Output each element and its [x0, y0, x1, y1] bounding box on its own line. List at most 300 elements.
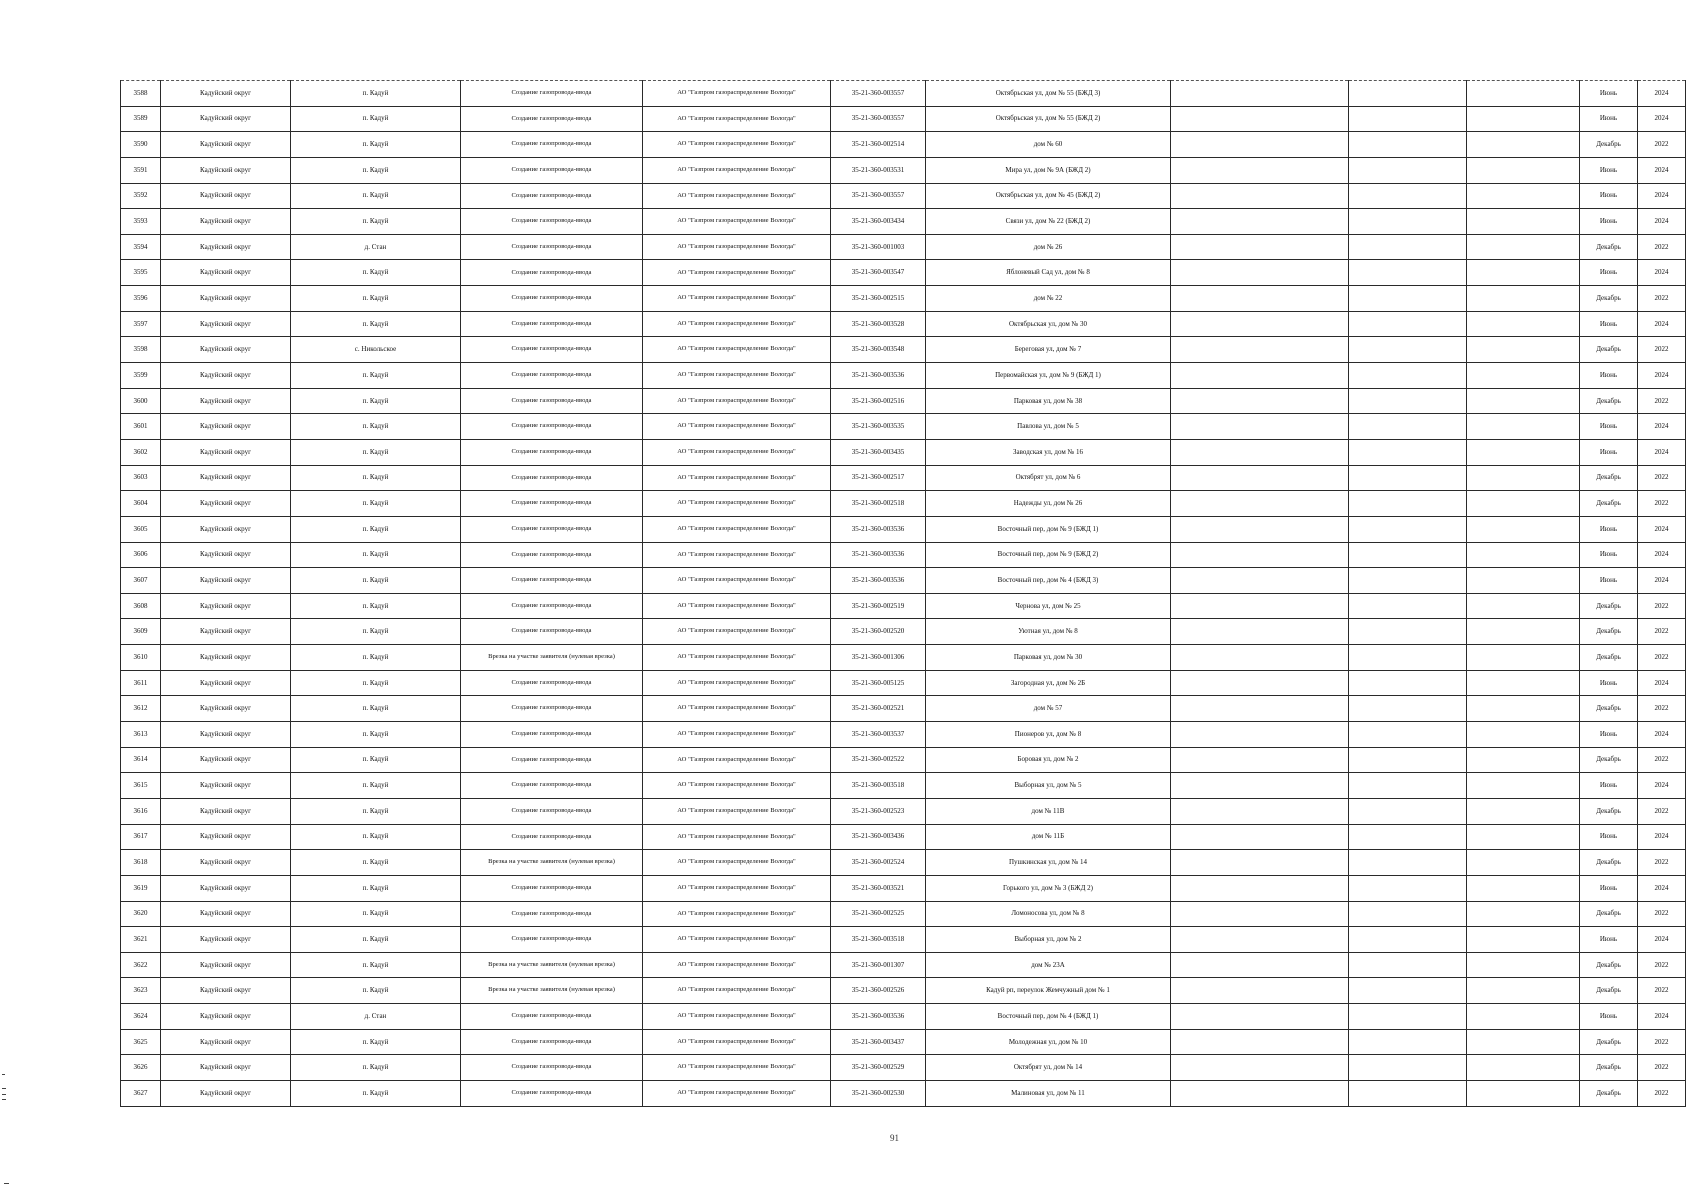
- settlement-cell: п. Кадуй: [291, 670, 461, 696]
- table-row: [121, 414, 1686, 440]
- empty-cell: [1171, 414, 1349, 440]
- row-number: 3600: [121, 388, 161, 414]
- row-number: 3615: [121, 773, 161, 799]
- empty-cell: [1171, 491, 1349, 517]
- address-cell: дом № 11В: [926, 798, 1171, 824]
- row-number: 3619: [121, 875, 161, 901]
- district-cell: Кадуйский округ: [161, 286, 291, 312]
- row-number: 3603: [121, 465, 161, 491]
- settlement-cell: п. Кадуй: [291, 696, 461, 722]
- district-cell: Кадуйский округ: [161, 491, 291, 517]
- table-row: [121, 824, 1686, 850]
- month-cell: Декабрь: [1580, 696, 1638, 722]
- district-cell: Кадуйский округ: [161, 927, 291, 953]
- empty-cell: [1467, 491, 1580, 517]
- settlement-cell: д. Стан: [291, 1004, 461, 1030]
- year-cell: 2024: [1638, 209, 1686, 235]
- organization-cell: АО "Газпром газораспределение Вологда": [643, 439, 831, 465]
- table-row: [121, 1080, 1686, 1106]
- organization-cell: АО "Газпром газораспределение Вологда": [643, 952, 831, 978]
- settlement-cell: п. Кадуй: [291, 388, 461, 414]
- row-number: 3622: [121, 952, 161, 978]
- table-row: [121, 106, 1686, 132]
- object-code-cell: 35-21-360-002516: [831, 388, 926, 414]
- district-cell: Кадуйский округ: [161, 363, 291, 389]
- empty-cell: [1171, 927, 1349, 953]
- empty-cell: [1171, 1004, 1349, 1030]
- settlement-cell: п. Кадуй: [291, 952, 461, 978]
- empty-cell: [1349, 901, 1467, 927]
- table-row: [121, 1055, 1686, 1081]
- organization-cell: АО "Газпром газораспределение Вологда": [643, 696, 831, 722]
- empty-cell: [1171, 1029, 1349, 1055]
- empty-cell: [1171, 465, 1349, 491]
- table-row: [121, 645, 1686, 671]
- address-cell: Октябрьская ул, дом № 30: [926, 311, 1171, 337]
- month-cell: Июнь: [1580, 670, 1638, 696]
- organization-cell: АО "Газпром газораспределение Вологда": [643, 465, 831, 491]
- month-cell: Июнь: [1580, 568, 1638, 594]
- table-row: [121, 773, 1686, 799]
- row-number: 3617: [121, 824, 161, 850]
- year-cell: 2022: [1638, 645, 1686, 671]
- district-cell: Кадуйский округ: [161, 773, 291, 799]
- row-number: 3618: [121, 850, 161, 876]
- empty-cell: [1171, 645, 1349, 671]
- row-number: 3612: [121, 696, 161, 722]
- table-body: [121, 81, 1686, 1107]
- empty-cell: [1349, 773, 1467, 799]
- object-code-cell: 35-21-360-002514: [831, 132, 926, 158]
- settlement-cell: п. Кадуй: [291, 722, 461, 748]
- district-cell: Кадуйский округ: [161, 747, 291, 773]
- object-code-cell: 35-21-360-002520: [831, 619, 926, 645]
- row-number: 3608: [121, 593, 161, 619]
- year-cell: 2024: [1638, 670, 1686, 696]
- address-cell: Восточный пер, дом № 4 (БЖД 3): [926, 568, 1171, 594]
- district-cell: Кадуйский округ: [161, 850, 291, 876]
- settlement-cell: п. Кадуй: [291, 978, 461, 1004]
- month-cell: Июнь: [1580, 183, 1638, 209]
- organization-cell: АО "Газпром газораспределение Вологда": [643, 157, 831, 183]
- address-cell: Пушкинская ул, дом № 14: [926, 850, 1171, 876]
- work-type-cell: Создание газопровода-ввода: [461, 81, 643, 107]
- month-cell: Июнь: [1580, 414, 1638, 440]
- district-cell: Кадуйский округ: [161, 439, 291, 465]
- empty-cell: [1467, 798, 1580, 824]
- empty-cell: [1467, 901, 1580, 927]
- year-cell: 2022: [1638, 1080, 1686, 1106]
- empty-cell: [1349, 106, 1467, 132]
- empty-cell: [1349, 824, 1467, 850]
- edge-mark: [4, 1183, 9, 1184]
- settlement-cell: п. Кадуй: [291, 132, 461, 158]
- organization-cell: АО "Газпром газораспределение Вологда": [643, 1080, 831, 1106]
- empty-cell: [1467, 388, 1580, 414]
- empty-cell: [1349, 952, 1467, 978]
- address-cell: Восточный пер, дом № 4 (БЖД 1): [926, 1004, 1171, 1030]
- month-cell: Декабрь: [1580, 747, 1638, 773]
- settlement-cell: с. Никольское: [291, 337, 461, 363]
- address-cell: Уютная ул, дом № 8: [926, 619, 1171, 645]
- empty-cell: [1171, 106, 1349, 132]
- district-cell: Кадуйский округ: [161, 978, 291, 1004]
- district-cell: Кадуйский округ: [161, 696, 291, 722]
- empty-cell: [1467, 645, 1580, 671]
- district-cell: Кадуйский округ: [161, 875, 291, 901]
- month-cell: Июнь: [1580, 439, 1638, 465]
- empty-cell: [1349, 157, 1467, 183]
- table-row: [121, 439, 1686, 465]
- address-cell: Молодежная ул, дом № 10: [926, 1029, 1171, 1055]
- address-cell: Восточный пер, дом № 9 (БЖД 2): [926, 542, 1171, 568]
- organization-cell: АО "Газпром газораспределение Вологда": [643, 209, 831, 235]
- district-cell: Кадуйский округ: [161, 311, 291, 337]
- empty-cell: [1171, 157, 1349, 183]
- month-cell: Декабрь: [1580, 1055, 1638, 1081]
- address-cell: Горького ул, дом № 3 (БЖД 2): [926, 875, 1171, 901]
- district-cell: Кадуйский округ: [161, 414, 291, 440]
- work-type-cell: Создание газопровода-ввода: [461, 516, 643, 542]
- work-type-cell: Создание газопровода-ввода: [461, 875, 643, 901]
- row-number: 3602: [121, 439, 161, 465]
- empty-cell: [1349, 337, 1467, 363]
- object-code-cell: 35-21-360-003557: [831, 106, 926, 132]
- organization-cell: АО "Газпром газораспределение Вологда": [643, 81, 831, 107]
- year-cell: 2022: [1638, 337, 1686, 363]
- row-number: 3598: [121, 337, 161, 363]
- work-type-cell: Создание газопровода-ввода: [461, 491, 643, 517]
- settlement-cell: п. Кадуй: [291, 1080, 461, 1106]
- row-number: 3611: [121, 670, 161, 696]
- settlement-cell: п. Кадуй: [291, 157, 461, 183]
- month-cell: Декабрь: [1580, 337, 1638, 363]
- organization-cell: АО "Газпром газораспределение Вологда": [643, 1055, 831, 1081]
- object-code-cell: 35-21-360-002522: [831, 747, 926, 773]
- year-cell: 2024: [1638, 260, 1686, 286]
- address-cell: Надежды ул, дом № 26: [926, 491, 1171, 517]
- district-cell: Кадуйский округ: [161, 824, 291, 850]
- address-cell: Яблоневый Сад ул, дом № 8: [926, 260, 1171, 286]
- settlement-cell: п. Кадуй: [291, 363, 461, 389]
- object-code-cell: 35-21-360-003435: [831, 439, 926, 465]
- row-number: 3613: [121, 722, 161, 748]
- object-code-cell: 35-21-360-003528: [831, 311, 926, 337]
- district-cell: Кадуйский округ: [161, 183, 291, 209]
- empty-cell: [1349, 388, 1467, 414]
- empty-cell: [1349, 696, 1467, 722]
- address-cell: Ломоносова ул, дом № 8: [926, 901, 1171, 927]
- address-cell: дом № 57: [926, 696, 1171, 722]
- edge-mark: [2, 1074, 5, 1075]
- object-code-cell: 35-21-360-002525: [831, 901, 926, 927]
- year-cell: 2024: [1638, 414, 1686, 440]
- year-cell: 2024: [1638, 157, 1686, 183]
- object-code-cell: 35-21-360-003537: [831, 722, 926, 748]
- table-row: [121, 901, 1686, 927]
- organization-cell: АО "Газпром газораспределение Вологда": [643, 234, 831, 260]
- work-type-cell: Создание газопровода-ввода: [461, 311, 643, 337]
- organization-cell: АО "Газпром газораспределение Вологда": [643, 619, 831, 645]
- address-cell: Октябрят ул, дом № 14: [926, 1055, 1171, 1081]
- row-number: 3625: [121, 1029, 161, 1055]
- table-row: [121, 311, 1686, 337]
- year-cell: 2024: [1638, 81, 1686, 107]
- year-cell: 2024: [1638, 773, 1686, 799]
- work-type-cell: Создание газопровода-ввода: [461, 234, 643, 260]
- empty-cell: [1349, 747, 1467, 773]
- organization-cell: АО "Газпром газораспределение Вологда": [643, 927, 831, 953]
- work-type-cell: Создание газопровода-ввода: [461, 1080, 643, 1106]
- empty-cell: [1171, 81, 1349, 107]
- year-cell: 2024: [1638, 439, 1686, 465]
- empty-cell: [1349, 439, 1467, 465]
- row-number: 3624: [121, 1004, 161, 1030]
- empty-cell: [1467, 183, 1580, 209]
- district-cell: Кадуйский округ: [161, 619, 291, 645]
- empty-cell: [1467, 593, 1580, 619]
- work-type-cell: Создание газопровода-ввода: [461, 260, 643, 286]
- empty-cell: [1171, 388, 1349, 414]
- organization-cell: АО "Газпром газораспределение Вологда": [643, 722, 831, 748]
- object-code-cell: 35-21-360-003536: [831, 568, 926, 594]
- work-type-cell: Создание газопровода-ввода: [461, 542, 643, 568]
- object-code-cell: 35-21-360-001003: [831, 234, 926, 260]
- object-code-cell: 35-21-360-002523: [831, 798, 926, 824]
- empty-cell: [1467, 927, 1580, 953]
- table-row: [121, 927, 1686, 953]
- month-cell: Июнь: [1580, 311, 1638, 337]
- settlement-cell: п. Кадуй: [291, 465, 461, 491]
- empty-cell: [1171, 132, 1349, 158]
- empty-cell: [1467, 978, 1580, 1004]
- empty-cell: [1171, 260, 1349, 286]
- year-cell: 2022: [1638, 286, 1686, 312]
- address-cell: Выборная ул, дом № 5: [926, 773, 1171, 799]
- row-number: 3606: [121, 542, 161, 568]
- address-cell: дом № 23А: [926, 952, 1171, 978]
- organization-cell: АО "Газпром газораспределение Вологда": [643, 491, 831, 517]
- organization-cell: АО "Газпром газораспределение Вологда": [643, 1029, 831, 1055]
- empty-cell: [1349, 875, 1467, 901]
- table-row: [121, 209, 1686, 235]
- address-cell: Загородная ул, дом № 2Б: [926, 670, 1171, 696]
- table-row: [121, 132, 1686, 158]
- work-type-cell: Создание газопровода-ввода: [461, 106, 643, 132]
- district-cell: Кадуйский округ: [161, 1055, 291, 1081]
- empty-cell: [1349, 311, 1467, 337]
- empty-cell: [1467, 722, 1580, 748]
- organization-cell: АО "Газпром газораспределение Вологда": [643, 1004, 831, 1030]
- object-code-cell: 35-21-360-003557: [831, 183, 926, 209]
- empty-cell: [1171, 824, 1349, 850]
- organization-cell: АО "Газпром газораспределение Вологда": [643, 183, 831, 209]
- empty-cell: [1171, 311, 1349, 337]
- settlement-cell: п. Кадуй: [291, 183, 461, 209]
- empty-cell: [1349, 593, 1467, 619]
- organization-cell: АО "Газпром газораспределение Вологда": [643, 337, 831, 363]
- empty-cell: [1171, 234, 1349, 260]
- object-code-cell: 35-21-360-001307: [831, 952, 926, 978]
- year-cell: 2022: [1638, 1055, 1686, 1081]
- work-type-cell: Создание газопровода-ввода: [461, 722, 643, 748]
- empty-cell: [1171, 619, 1349, 645]
- settlement-cell: п. Кадуй: [291, 106, 461, 132]
- work-type-cell: Создание газопровода-ввода: [461, 439, 643, 465]
- empty-cell: [1349, 850, 1467, 876]
- settlement-cell: п. Кадуй: [291, 850, 461, 876]
- district-cell: Кадуйский округ: [161, 209, 291, 235]
- work-type-cell: Создание газопровода-ввода: [461, 824, 643, 850]
- work-type-cell: Создание газопровода-ввода: [461, 157, 643, 183]
- settlement-cell: п. Кадуй: [291, 491, 461, 517]
- empty-cell: [1467, 568, 1580, 594]
- address-cell: Первомайская ул, дом № 9 (БЖД 1): [926, 363, 1171, 389]
- empty-cell: [1171, 978, 1349, 1004]
- empty-cell: [1349, 209, 1467, 235]
- district-cell: Кадуйский округ: [161, 568, 291, 594]
- address-cell: Октябрьская ул, дом № 55 (БЖД 2): [926, 106, 1171, 132]
- empty-cell: [1171, 773, 1349, 799]
- row-number: 3614: [121, 747, 161, 773]
- district-cell: Кадуйский округ: [161, 1080, 291, 1106]
- object-code-cell: 35-21-360-003547: [831, 260, 926, 286]
- district-cell: Кадуйский округ: [161, 722, 291, 748]
- year-cell: 2024: [1638, 363, 1686, 389]
- month-cell: Декабрь: [1580, 850, 1638, 876]
- year-cell: 2022: [1638, 234, 1686, 260]
- row-number: 3607: [121, 568, 161, 594]
- table-row: [121, 388, 1686, 414]
- table-row: [121, 1004, 1686, 1030]
- work-type-cell: Создание газопровода-ввода: [461, 209, 643, 235]
- year-cell: 2022: [1638, 619, 1686, 645]
- row-number: 3590: [121, 132, 161, 158]
- settlement-cell: п. Кадуй: [291, 414, 461, 440]
- district-cell: Кадуйский округ: [161, 645, 291, 671]
- organization-cell: АО "Газпром газораспределение Вологда": [643, 388, 831, 414]
- month-cell: Декабрь: [1580, 465, 1638, 491]
- empty-cell: [1171, 286, 1349, 312]
- month-cell: Июнь: [1580, 157, 1638, 183]
- empty-cell: [1467, 132, 1580, 158]
- object-code-cell: 35-21-360-003518: [831, 927, 926, 953]
- empty-cell: [1349, 645, 1467, 671]
- year-cell: 2024: [1638, 824, 1686, 850]
- work-type-cell: Создание газопровода-ввода: [461, 388, 643, 414]
- work-type-cell: Врезка на участке заявителя (нулевая врезка): [461, 952, 643, 978]
- organization-cell: АО "Газпром газораспределение Вологда": [643, 414, 831, 440]
- object-code-cell: 35-21-360-003536: [831, 542, 926, 568]
- empty-cell: [1349, 516, 1467, 542]
- table-row: [121, 978, 1686, 1004]
- empty-cell: [1467, 414, 1580, 440]
- organization-cell: АО "Газпром газораспределение Вологда": [643, 286, 831, 312]
- table-row: [121, 234, 1686, 260]
- row-number: 3599: [121, 363, 161, 389]
- empty-cell: [1467, 81, 1580, 107]
- address-cell: Павлова ул, дом № 5: [926, 414, 1171, 440]
- month-cell: Июнь: [1580, 722, 1638, 748]
- object-code-cell: 35-21-360-005125: [831, 670, 926, 696]
- month-cell: Декабрь: [1580, 132, 1638, 158]
- month-cell: Декабрь: [1580, 798, 1638, 824]
- work-type-cell: Создание газопровода-ввода: [461, 773, 643, 799]
- address-cell: Кадуй рп, переулок Жемчужный дом № 1: [926, 978, 1171, 1004]
- work-type-cell: Врезка на участке заявителя (нулевая врезка): [461, 978, 643, 1004]
- settlement-cell: п. Кадуй: [291, 260, 461, 286]
- row-number: 3621: [121, 927, 161, 953]
- year-cell: 2022: [1638, 696, 1686, 722]
- empty-cell: [1171, 747, 1349, 773]
- settlement-cell: п. Кадуй: [291, 773, 461, 799]
- address-cell: дом № 26: [926, 234, 1171, 260]
- row-number: 3604: [121, 491, 161, 517]
- address-cell: дом № 60: [926, 132, 1171, 158]
- year-cell: 2022: [1638, 465, 1686, 491]
- empty-cell: [1349, 414, 1467, 440]
- empty-cell: [1467, 773, 1580, 799]
- table-row: [121, 850, 1686, 876]
- table-row: [121, 81, 1686, 107]
- empty-cell: [1467, 1029, 1580, 1055]
- month-cell: Декабрь: [1580, 619, 1638, 645]
- settlement-cell: п. Кадуй: [291, 927, 461, 953]
- year-cell: 2024: [1638, 722, 1686, 748]
- work-type-cell: Создание газопровода-ввода: [461, 465, 643, 491]
- empty-cell: [1171, 722, 1349, 748]
- empty-cell: [1349, 798, 1467, 824]
- address-cell: Октябрьская ул, дом № 55 (БЖД 3): [926, 81, 1171, 107]
- object-code-cell: 35-21-360-002517: [831, 465, 926, 491]
- district-cell: Кадуйский округ: [161, 901, 291, 927]
- address-cell: Малиновая ул, дом № 11: [926, 1080, 1171, 1106]
- object-code-cell: 35-21-360-002526: [831, 978, 926, 1004]
- month-cell: Июнь: [1580, 363, 1638, 389]
- table-row: [121, 722, 1686, 748]
- settlement-cell: п. Кадуй: [291, 824, 461, 850]
- settlement-cell: п. Кадуй: [291, 542, 461, 568]
- month-cell: Декабрь: [1580, 388, 1638, 414]
- empty-cell: [1467, 209, 1580, 235]
- table-row: [121, 619, 1686, 645]
- district-cell: Кадуйский округ: [161, 132, 291, 158]
- object-code-cell: 35-21-360-003518: [831, 773, 926, 799]
- work-type-cell: Создание газопровода-ввода: [461, 568, 643, 594]
- row-number: 3597: [121, 311, 161, 337]
- empty-cell: [1349, 81, 1467, 107]
- table-row: [121, 183, 1686, 209]
- empty-cell: [1349, 286, 1467, 312]
- empty-cell: [1171, 901, 1349, 927]
- work-type-cell: Создание газопровода-ввода: [461, 1004, 643, 1030]
- work-type-cell: Создание газопровода-ввода: [461, 927, 643, 953]
- empty-cell: [1467, 850, 1580, 876]
- month-cell: Июнь: [1580, 260, 1638, 286]
- empty-cell: [1171, 516, 1349, 542]
- address-cell: Береговая ул, дом № 7: [926, 337, 1171, 363]
- object-code-cell: 35-21-360-003548: [831, 337, 926, 363]
- row-number: 3594: [121, 234, 161, 260]
- empty-cell: [1467, 260, 1580, 286]
- work-type-cell: Создание газопровода-ввода: [461, 286, 643, 312]
- empty-cell: [1349, 183, 1467, 209]
- district-cell: Кадуйский округ: [161, 260, 291, 286]
- object-code-cell: 35-21-360-002515: [831, 286, 926, 312]
- object-code-cell: 35-21-360-002529: [831, 1055, 926, 1081]
- settlement-cell: п. Кадуй: [291, 645, 461, 671]
- empty-cell: [1171, 439, 1349, 465]
